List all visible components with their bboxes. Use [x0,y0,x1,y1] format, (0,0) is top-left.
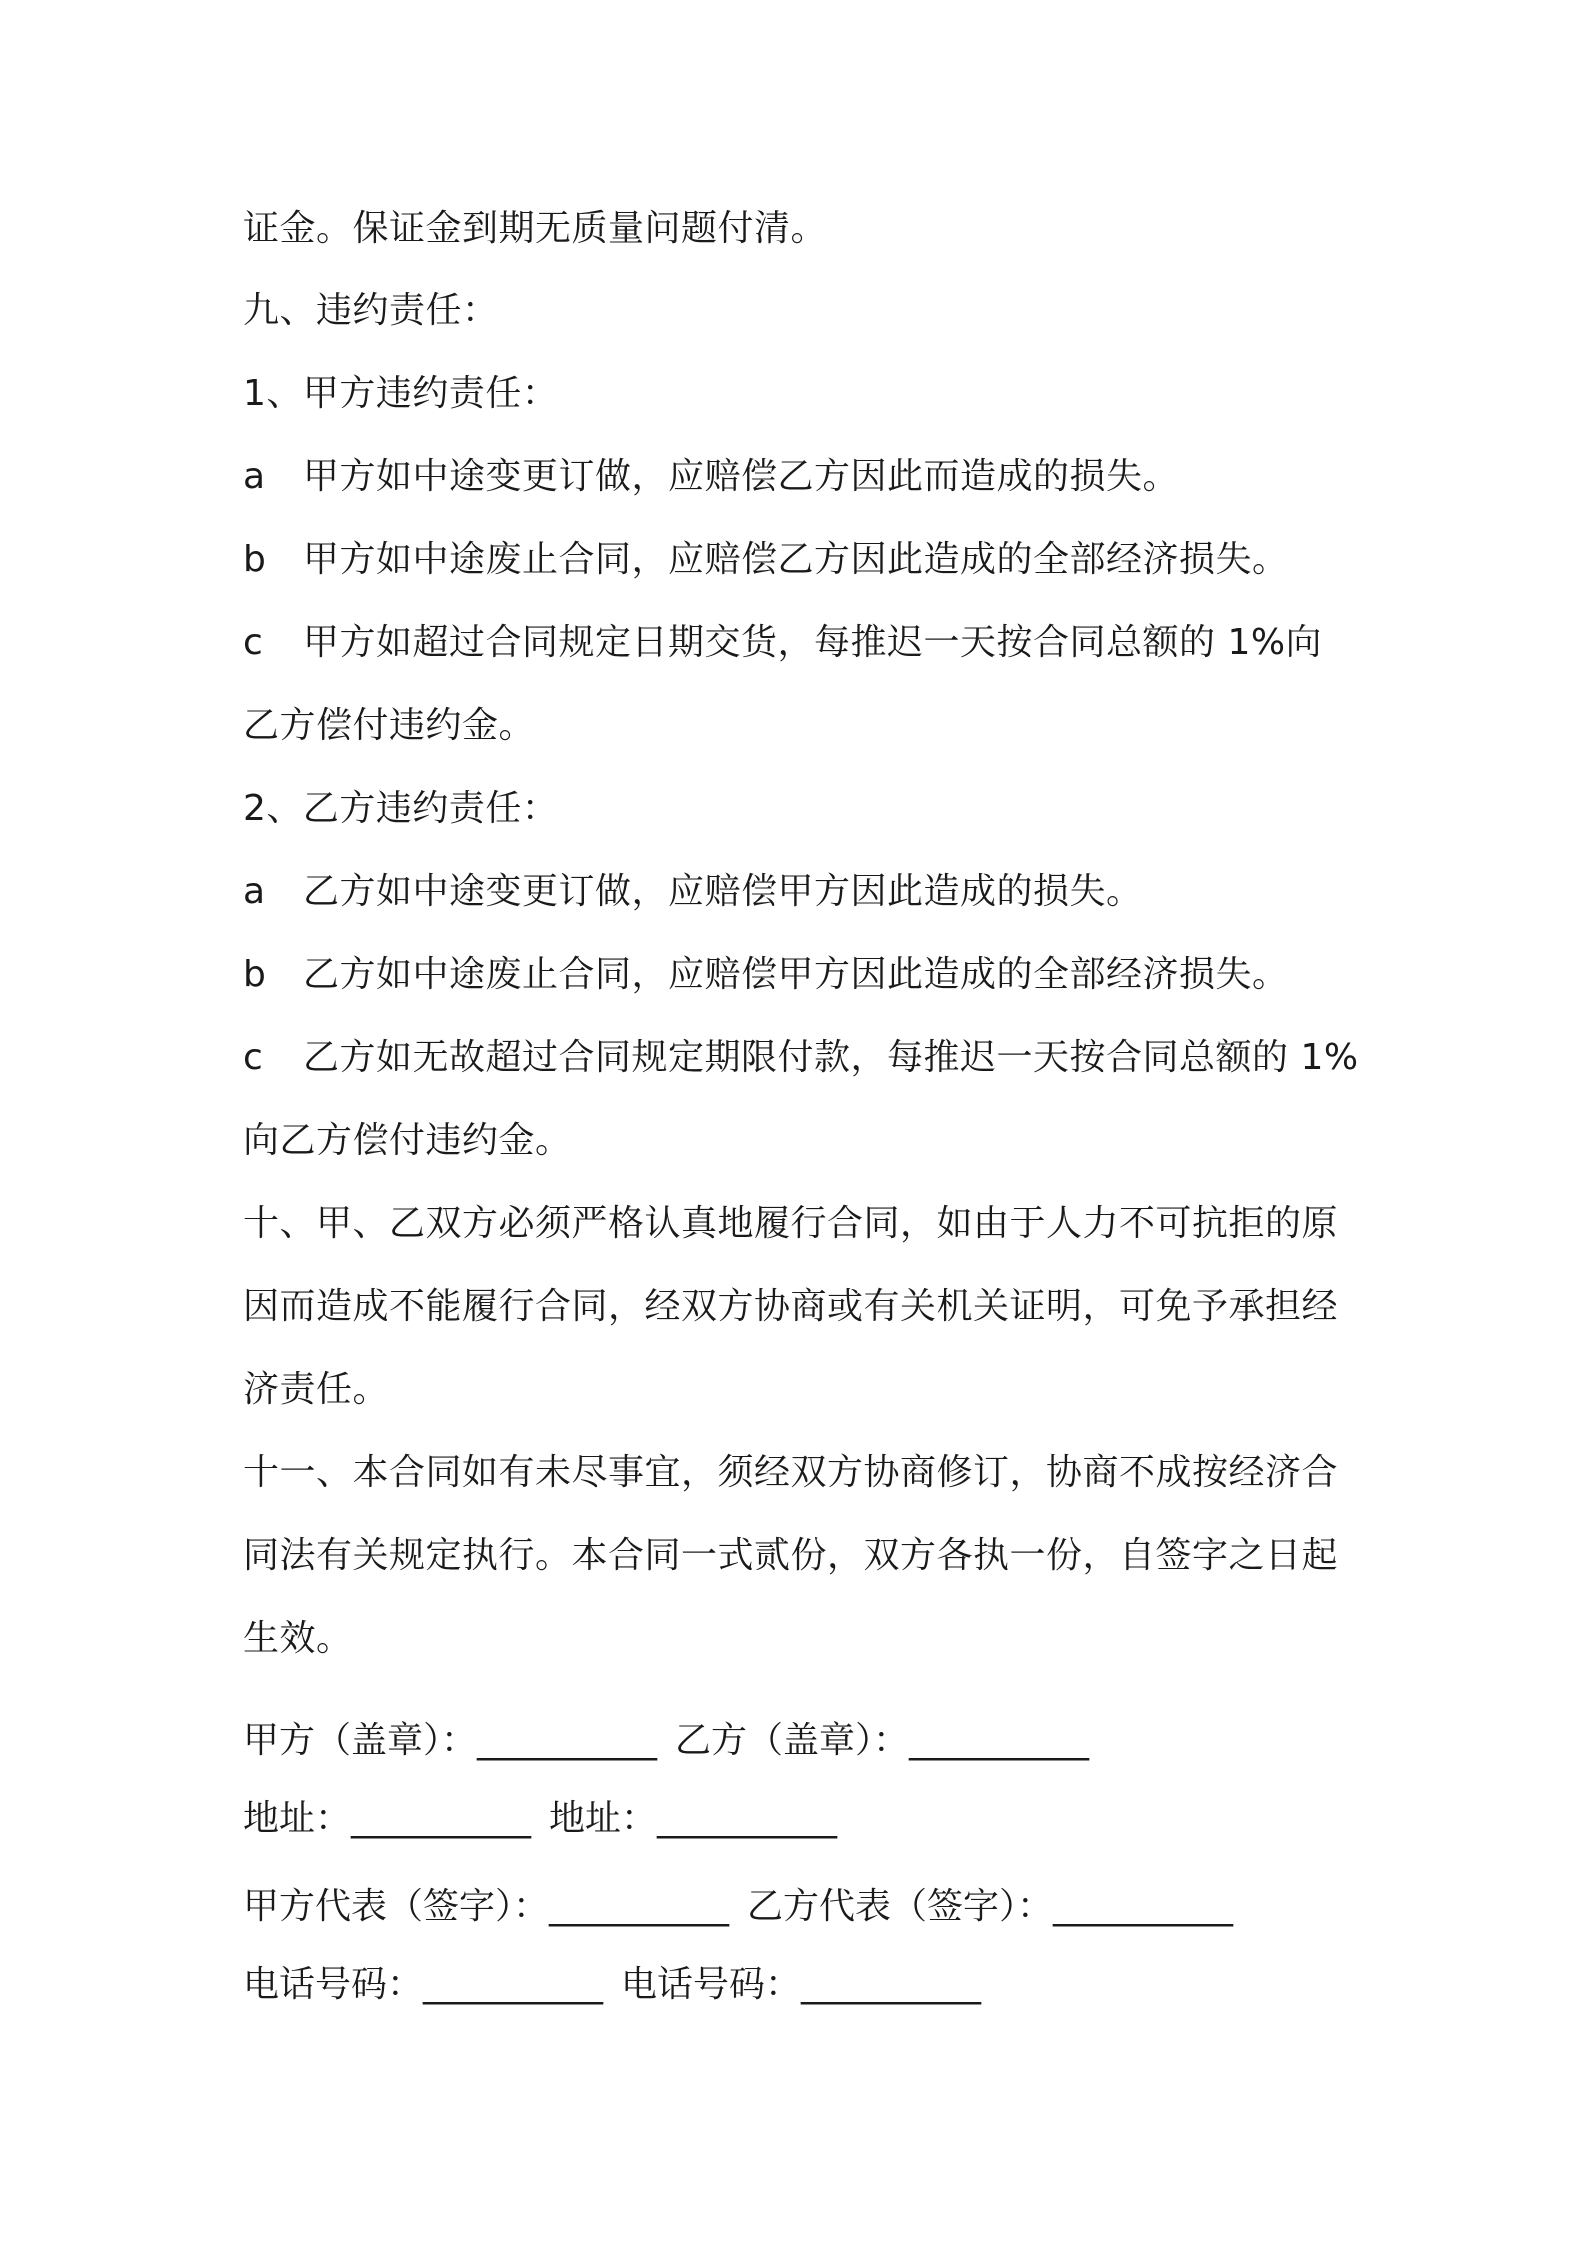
section-heading-liability: 九、违约责任： [243,290,499,331]
paragraph-misc-line-2: 同法有关规定执行。本合同一式贰份，双方各执一份，自签字之日起 [243,1535,1339,1576]
signature-row-seal [243,1717,1089,1765]
clause-mark: a [243,871,266,912]
clause-mark: b [243,954,267,995]
paragraph-force-majeure-line-3: 济责任。 [243,1369,390,1410]
clause-mark: c [243,1037,264,1078]
paragraph-misc-line-1: 十一、本合同如有未尽事宜，须经双方协商修订，协商不成按经济合 [243,1452,1339,1493]
paragraph-force-majeure-line-2: 因而造成不能履行合同，经双方协商或有关机关证明，可免予承担经 [243,1286,1339,1327]
clause-b-party-b [243,951,1363,999]
clause-c-party-b-continuation: 向乙方偿付违约金。 [243,1120,572,1161]
clause-mark: a [243,456,266,497]
paragraph-force-majeure-line-1: 十、甲、乙双方必须严格认真地履行合同，如由于人力不可抗拒的原 [243,1203,1339,1244]
party-b-phone-field: 电话号码：__________ [621,1964,982,2005]
signature-row-representative [243,1883,1233,1931]
party-a-phone-field: 电话号码：__________ [243,1964,604,2005]
clause-text: 乙方如中途废止合同，应赔偿甲方因此造成的全部经济损失。 [303,954,1289,995]
party-a-representative-field: 甲方代表（签字）：__________ [243,1886,730,1927]
clause-c-party-b [243,1034,1363,1082]
clause-text: 乙方如中途变更订做，应赔偿甲方因此造成的损失。 [303,871,1143,912]
clause-a-party-a [243,453,1363,501]
party-b-representative-field: 乙方代表（签字）：__________ [747,1886,1234,1927]
party-a-address-field: 地址：__________ [243,1798,532,1839]
signature-row-address [243,1795,837,1843]
subheading-party-b-liability: 2、乙方违约责任： [243,788,559,829]
party-b-address-field: 地址：__________ [549,1798,838,1839]
clause-c-party-a [243,619,1363,667]
clause-text: 甲方如超过合同规定日期交货，每推迟一天按合同总额的 1%向 [303,622,1323,663]
paragraph-misc-line-3: 生效。 [243,1618,353,1659]
clause-text: 甲方如中途废止合同，应赔偿乙方因此造成的全部经济损失。 [303,539,1289,580]
clause-a-party-b [243,868,1363,916]
signature-row-phone [243,1961,981,2009]
clause-text: 甲方如中途变更订做，应赔偿乙方因此而造成的损失。 [303,456,1180,497]
paragraph-deposit: 证金。保证金到期无质量问题付清。 [243,208,828,249]
party-a-seal-field: 甲方（盖章）：__________ [243,1720,658,1761]
clause-c-party-a-continuation: 乙方偿付违约金。 [243,705,536,746]
clause-mark: c [243,622,264,663]
clause-mark: b [243,539,267,580]
party-b-seal-field: 乙方（盖章）：__________ [675,1720,1090,1761]
subheading-party-a-liability: 1、甲方违约责任： [243,373,559,414]
clause-b-party-a [243,536,1363,584]
clause-text: 乙方如无故超过合同规定期限付款，每推迟一天按合同总额的 1% [303,1037,1359,1078]
